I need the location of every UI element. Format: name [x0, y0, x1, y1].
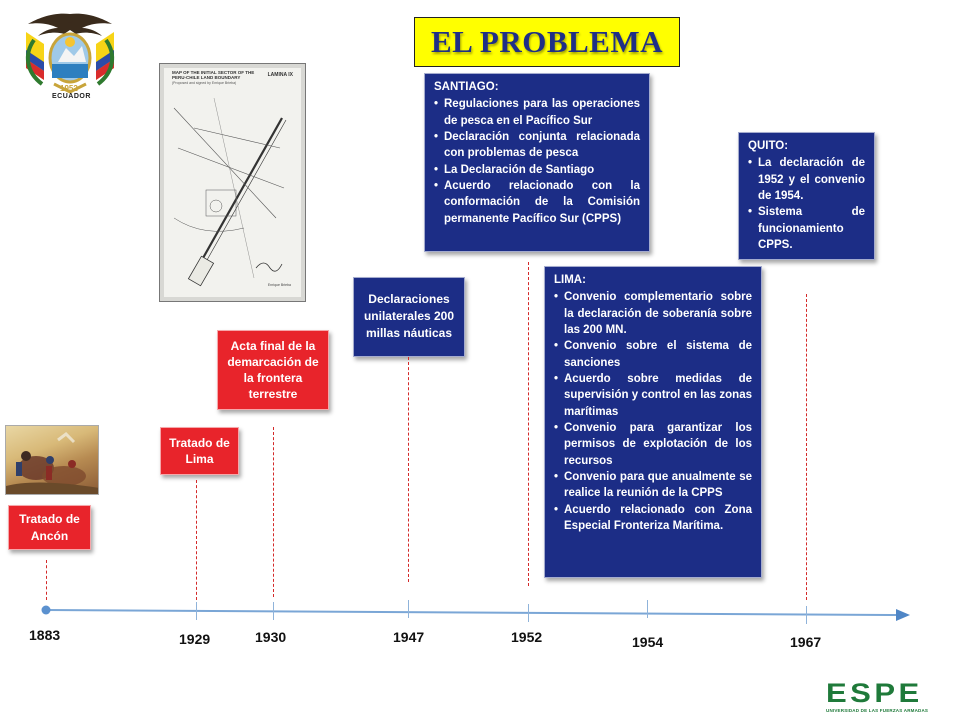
event-label-1947: Declaraciones unilaterales 200 millas náuticas [363, 291, 455, 341]
timeline-tick-1947 [408, 600, 409, 618]
map-signature-caption: Enrique Brieba [267, 283, 291, 287]
year-label-1947: 1947 [393, 629, 425, 645]
year-label-1952: 1952 [511, 629, 543, 645]
timeline-tick-1954 [647, 600, 648, 618]
year-label-1954: 1954 [632, 634, 664, 650]
map-plate-label: LAMINA IX [267, 72, 293, 78]
espe-logo [826, 680, 936, 714]
timeline-tick-1967 [806, 606, 807, 624]
coat-of-arms-year-badge: 1952 [60, 84, 78, 93]
year-label-1883: 1883 [29, 627, 61, 643]
year-label-1929: 1929 [179, 631, 211, 647]
santiago-item: • La Declaración de Santiago [434, 162, 640, 178]
santiago-item: • Acuerdo relacionado con la conformación de la Comisión permanente Pacífico Sur (CPPS) [434, 178, 640, 227]
map-header-text: MAP OF THE INITIAL SECTOR OF THE PERU-CHILE LAND BOUNDARY [172, 70, 255, 81]
santiago-item: • Declaración conjunta relacionada con problemas de pesca [434, 129, 640, 162]
santiago-heading: SANTIAGO: [434, 81, 499, 93]
quito-item: • La declaración de 1952 y el convenio de 1954. [748, 155, 865, 204]
year-label-1930: 1930 [255, 629, 287, 645]
lima-item: • Convenio complementario sobre la declaración de soberanía sobre las 200 MN. [554, 289, 752, 338]
quito-heading: QUITO: [748, 140, 789, 152]
espe-logo-subtitle: UNIVERSIDAD DE LAS FUERZAS ARMADAS [826, 708, 929, 713]
lima-item: • Convenio para garantizar los permisos de explotación de los recursos [554, 420, 752, 469]
espe-logo-wordmark: ESPE [826, 678, 923, 708]
lima-item: • Convenio para que anualmente se realice la reunión de la CPPS [554, 469, 752, 502]
coat-of-arms-caption: ECUADOR [52, 93, 91, 100]
timeline-tick-1952 [528, 604, 529, 622]
slide-title: EL PROBLEMA [414, 17, 680, 67]
lima-item: • Acuerdo sobre medidas de supervisión y control en las zonas marítimas [554, 371, 752, 420]
lima-item: • Convenio sobre el sistema de sanciones [554, 338, 752, 371]
santiago-item: • Regulaciones para las operaciones de pesca en el Pacífico Sur [434, 96, 640, 129]
lima-item: • Acuerdo relacionado con Zona Especial Fronteriza Marítima. [554, 502, 752, 535]
event-label-1883: Tratado de Ancón [19, 512, 80, 543]
map-subheader-text: (Proposed and signed by Enrique Brieba) [172, 81, 237, 85]
event-label-1930: Acta final de la demarcación de la frontera terrestre [227, 338, 319, 402]
lima-heading: LIMA: [554, 274, 586, 286]
year-label-1967: 1967 [790, 634, 822, 650]
timeline-tick-1929 [196, 602, 197, 620]
timeline-tick-1930 [273, 602, 274, 620]
quito-item: • Sistema de funcionamiento CPPS. [748, 204, 865, 253]
event-label-1929: Tratado de Lima [169, 435, 230, 466]
